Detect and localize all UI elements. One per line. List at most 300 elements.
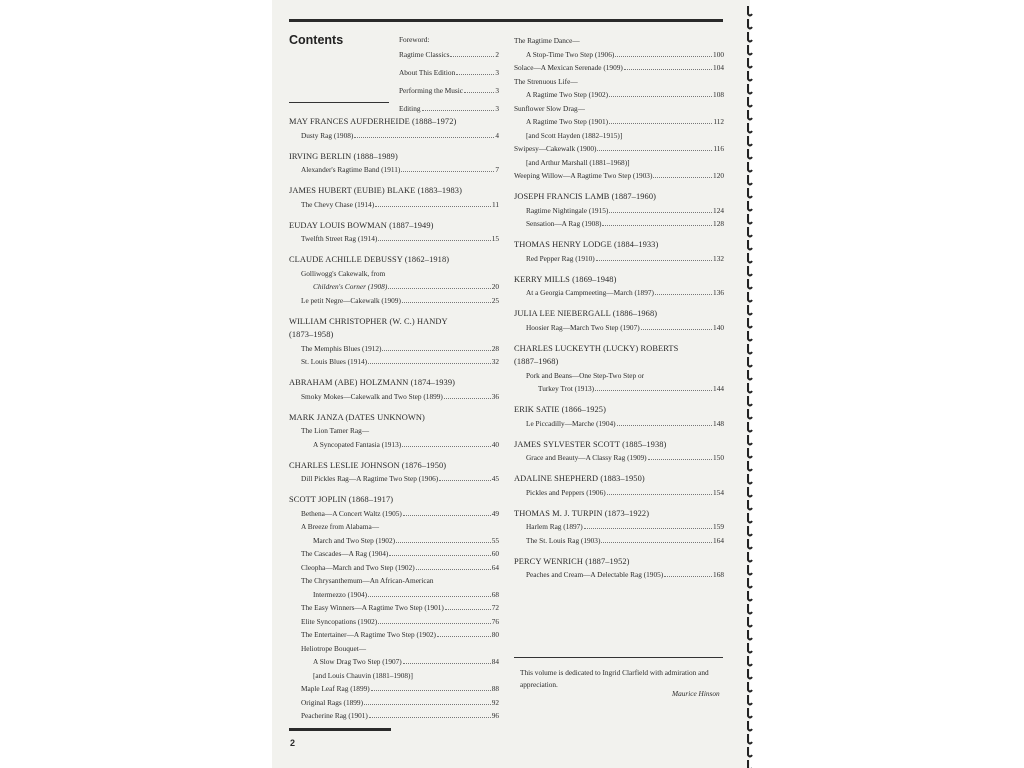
- spiral-loop: [748, 409, 752, 419]
- leader-dots: [655, 294, 712, 295]
- toc-entry: [289, 198, 499, 212]
- toc-entry: [514, 252, 724, 266]
- entry-page: 11: [491, 199, 499, 209]
- spiral-loop: [748, 630, 752, 640]
- dedication-text: This volume is dedicated to Ingrid Clarfield with admiration and appreciation.: [520, 668, 709, 689]
- spiral-loop: [748, 617, 752, 627]
- spiral-loop: [748, 214, 752, 224]
- entry-page: 3: [495, 86, 499, 95]
- composer-name: IRVING BERLIN (1888–1989): [289, 151, 398, 161]
- spiral-loop: [748, 6, 752, 16]
- entry-page: 60: [491, 549, 499, 558]
- entry-page: 84: [491, 657, 499, 666]
- entry-title: About This Edition: [399, 68, 456, 77]
- spiral-loop: [748, 32, 752, 42]
- toc-entry: [289, 472, 499, 486]
- toc-entry: [514, 486, 724, 500]
- entry-title: Dill Pickles Rag—A Ragtime Two Step (1906): [301, 474, 439, 483]
- entry-page: 132: [713, 253, 724, 263]
- leader-dots: [664, 576, 712, 577]
- leader-dots: [641, 329, 712, 330]
- entry-page: 164: [713, 535, 724, 545]
- entry-page: 55: [491, 535, 499, 545]
- leader-dots: [601, 542, 712, 543]
- leader-dots: [364, 704, 491, 705]
- entry-title: Sensation—A Rag (1908): [526, 219, 602, 228]
- entry-title: A Ragtime Two Step (1902): [526, 90, 609, 99]
- entry-title: Ragtime Classics: [399, 50, 450, 59]
- leader-dots: [597, 150, 712, 151]
- entry-title: The Cascades—A Rag (1904): [301, 549, 389, 558]
- composer-section: [289, 184, 499, 211]
- page-title: Contents: [289, 33, 344, 47]
- entry-title: At a Georgia Campmeeting—March (1897): [526, 288, 654, 297]
- toc-entry: [289, 655, 499, 669]
- toc-entry: Golliwogg's Cakewalk, from: [301, 268, 386, 278]
- spiral-loop: [748, 136, 752, 146]
- leader-dots: [371, 690, 491, 691]
- entry-page: 64: [491, 562, 499, 572]
- entry-page: 168: [713, 570, 724, 579]
- spiral-loop: [748, 461, 752, 471]
- spiral-loop: [748, 591, 752, 601]
- composer-section: [289, 376, 499, 403]
- spiral-loop: [748, 695, 752, 705]
- leader-dots: [403, 663, 491, 664]
- spiral-loop: [748, 266, 752, 276]
- toc-entry: [399, 64, 499, 82]
- dedication-divider: [514, 657, 723, 658]
- composer-section: [289, 411, 499, 452]
- leader-dots: [389, 555, 490, 556]
- toc-entry: A Breeze from Alabama—: [301, 522, 380, 531]
- leader-dots: [596, 260, 712, 261]
- entry-page: 88: [491, 684, 499, 693]
- composer-section: [289, 150, 499, 177]
- contents-left-column: [289, 115, 499, 730]
- leader-dots: [609, 212, 712, 213]
- composer-name: JAMES SYLVESTER SCOTT (1885–1938): [514, 439, 667, 449]
- spiral-loop: [748, 97, 752, 107]
- entry-page: 25: [491, 295, 499, 305]
- leader-dots: [444, 398, 491, 399]
- toc-entry: [289, 163, 499, 177]
- entry-title: The St. Louis Rag (1903): [526, 535, 601, 545]
- spiral-loop: [748, 58, 752, 68]
- toc-entry: [514, 61, 724, 75]
- toc-entry: [289, 615, 499, 629]
- composer-section: [289, 315, 499, 369]
- spiral-loop: [748, 305, 752, 315]
- toc-entry: [514, 169, 724, 183]
- spiral-loop: [748, 604, 752, 614]
- leader-dots: [450, 56, 494, 57]
- entry-page: 28: [491, 343, 499, 353]
- toc-entry: [514, 382, 724, 396]
- entry-title: March and Two Step (1902): [313, 535, 396, 545]
- spiral-loop: [748, 734, 752, 744]
- composer-section: [514, 190, 724, 231]
- toc-entry: [514, 88, 724, 102]
- composer-name: JULIA LEE NIEBERGALL (1886–1968): [514, 309, 658, 318]
- composer-section: [514, 238, 724, 265]
- toc-entry: Sunflower Slow Drag—: [514, 103, 585, 113]
- leader-dots: [388, 288, 490, 289]
- entry-page: 150: [713, 453, 724, 462]
- leader-dots: [416, 569, 491, 570]
- dedication-signature: Maurice Hinson: [672, 689, 720, 698]
- entry-title: A Stop-Time Two Step (1906): [526, 49, 615, 59]
- toc-entry: [289, 438, 499, 452]
- entry-title: A Ragtime Two Step (1901): [526, 117, 609, 126]
- composer-section: [289, 253, 499, 307]
- toc-entry: [289, 709, 499, 723]
- spiral-loop: [748, 578, 752, 588]
- spiral-loop: [748, 708, 752, 718]
- composer-name: EUDAY LOUIS BOWMAN (1887–1949): [289, 220, 434, 230]
- foreword-heading: Foreword:: [399, 35, 430, 44]
- entry-title: Solace—A Mexican Serenade (1909): [514, 63, 623, 72]
- entry-page: 140: [713, 322, 724, 332]
- toc-entry: [289, 390, 499, 404]
- spiral-loop: [748, 383, 752, 393]
- composer-section: [514, 438, 724, 465]
- entry-title: Intermezzo (1904): [313, 589, 368, 599]
- leader-dots: [378, 240, 490, 241]
- spiral-loop: [748, 227, 752, 237]
- page-number: 2: [290, 738, 296, 748]
- toc-entry: [289, 628, 499, 642]
- spiral-loop: [748, 747, 752, 757]
- toc-entry: [289, 682, 499, 696]
- entry-title: Cleopha—March and Two Step (1902): [301, 562, 415, 572]
- composer-name: ADALINE SHEPHERD (1883–1950): [514, 474, 645, 483]
- toc-entry: [289, 342, 499, 356]
- composer-name: CHARLES LUCKEYTH (LUCKY) ROBERTS: [514, 343, 679, 353]
- entry-page: 40: [491, 439, 499, 449]
- entry-title: Peaches and Cream—A Delectable Rag (1905): [526, 570, 664, 579]
- spiral-loop: [748, 357, 752, 367]
- entry-page: 124: [713, 205, 724, 215]
- entry-page: 3: [495, 68, 499, 77]
- composer-section: [289, 459, 499, 486]
- leader-dots: [369, 717, 491, 718]
- toc-entry: The Chrysanthemum—An African-American: [301, 576, 434, 585]
- toc-entry: [and Louis Chauvin (1881–1908)]: [313, 670, 413, 680]
- spiral-loop: [748, 45, 752, 55]
- toc-entry: [289, 547, 499, 561]
- entry-title: Le petit Negre—Cakewalk (1909): [301, 295, 401, 305]
- leader-dots: [607, 494, 712, 495]
- leader-dots: [439, 480, 491, 481]
- leader-dots: [368, 596, 491, 597]
- leader-dots: [615, 56, 712, 57]
- leader-dots: [354, 137, 494, 138]
- spiral-loop: [748, 643, 752, 653]
- spiral-loop: [748, 552, 752, 562]
- leader-dots: [375, 206, 491, 207]
- entry-title: A Slow Drag Two Step (1907): [313, 657, 402, 666]
- entry-page: 104: [713, 63, 724, 72]
- toc-entry: [289, 280, 499, 294]
- entry-title: Performing the Music: [399, 86, 464, 95]
- composer-name: ABRAHAM (ABE) HOLZMANN (1874–1939): [289, 378, 456, 387]
- entry-page: 32: [491, 357, 499, 366]
- leader-dots: [464, 92, 494, 93]
- entry-title: Hoosier Rag—March Two Step (1907): [526, 322, 640, 332]
- composer-section: [289, 115, 499, 142]
- spiral-loop: [748, 565, 752, 575]
- spiral-loop: [748, 331, 752, 341]
- leader-dots: [422, 110, 495, 111]
- toc-entry: [514, 321, 724, 335]
- spiral-loop: [748, 526, 752, 536]
- entry-title: Red Pepper Rag (1910): [526, 253, 595, 263]
- composer-name: KERRY MILLS (1869–1948): [514, 274, 617, 284]
- toc-entry: [289, 696, 499, 710]
- leader-dots: [402, 302, 491, 303]
- toc-entry: [514, 451, 724, 465]
- composer-name: PERCY WENRICH (1887–1952): [514, 556, 630, 566]
- spiral-loop: [748, 201, 752, 211]
- spiral-loop: [748, 279, 752, 289]
- spiral-loop: [748, 487, 752, 497]
- spiral-loop: [748, 760, 752, 768]
- entry-title: The Entertainer—A Ragtime Two Step (1902): [301, 630, 436, 639]
- foreword-divider: [289, 102, 389, 103]
- entry-page: 49: [491, 508, 499, 518]
- toc-entry: [289, 588, 499, 602]
- composer-name: THOMAS M. J. TURPIN (1873–1922): [514, 508, 650, 518]
- entry-title: Twelfth Street Rag (1914): [301, 234, 378, 243]
- entry-title: Children's Corner (1908): [313, 282, 388, 291]
- spiral-loop: [748, 656, 752, 666]
- spiral-loop: [748, 435, 752, 445]
- entry-page: 15: [491, 234, 499, 243]
- toc-entry: Heliotrope Bouquet—: [301, 643, 367, 653]
- toc-entry: [514, 417, 724, 431]
- leader-dots: [368, 363, 491, 364]
- entry-title: Maple Leaf Rag (1899): [301, 684, 370, 693]
- footer-rule: [289, 728, 391, 731]
- entry-page: 36: [491, 391, 499, 401]
- entry-page: 3: [495, 104, 499, 113]
- entry-page: 68: [491, 589, 499, 599]
- entry-title: A Syncopated Fantasia (1913): [313, 439, 402, 449]
- leader-dots: [382, 350, 490, 351]
- entry-title: Le Piccadilly—Marche (1904): [526, 418, 616, 428]
- toc-entry: [399, 46, 499, 64]
- foreword-list: [399, 34, 499, 118]
- composer-name: ERIK SATIE (1866–1925): [514, 405, 606, 414]
- toc-entry: The Ragtime Dance—: [514, 36, 580, 45]
- toc-entry: [and Scott Hayden (1882–1915)]: [526, 130, 623, 140]
- entry-page: 20: [491, 282, 499, 291]
- composer-name: CHARLES LESLIE JOHNSON (1876–1950): [289, 460, 447, 470]
- spiral-loop: [748, 253, 752, 263]
- spiral-loop: [748, 396, 752, 406]
- toc-entry: The Lion Tamer Rag—: [301, 426, 370, 435]
- entry-title: Dusty Rag (1908): [301, 130, 354, 140]
- entry-page: 159: [713, 522, 724, 531]
- composer-section: [514, 555, 724, 582]
- composer-name: JAMES HUBERT (EUBIE) BLAKE (1883–1983): [289, 186, 462, 195]
- toc-entry: [514, 217, 724, 231]
- spiral-loop: [748, 123, 752, 133]
- toc-entry: [514, 568, 724, 582]
- entry-page: 120: [713, 171, 724, 180]
- toc-entry: [289, 129, 499, 143]
- toc-entry: [399, 82, 499, 100]
- spiral-loop: [748, 539, 752, 549]
- entry-title: Peacherine Rag (1901): [301, 711, 368, 720]
- spiral-loop: [748, 240, 752, 250]
- composer-name: WILLIAM CHRISTOPHER (W. C.) HANDY: [289, 316, 448, 326]
- toc-entry: The Strenuous Life—: [514, 76, 578, 86]
- toc-entry: Pork and Beans—One Step-Two Step or: [526, 370, 645, 380]
- leader-dots: [396, 542, 491, 543]
- spiral-loop: [748, 175, 752, 185]
- composer-name: JOSEPH FRANCIS LAMB (1887–1960): [514, 192, 657, 201]
- toc-entry: [514, 115, 724, 129]
- leader-dots: [653, 177, 712, 178]
- top-rule: [289, 19, 723, 22]
- spiral-binding-icon: [738, 0, 768, 768]
- entry-title: The Memphis Blues (1912): [301, 343, 382, 353]
- entry-page: 92: [491, 697, 499, 707]
- composer-name: SCOTT JOPLIN (1868–1917): [289, 495, 394, 504]
- entry-title: Alexander's Ragtime Band (1911): [301, 165, 401, 174]
- leader-dots: [602, 225, 712, 226]
- leader-dots: [617, 425, 712, 426]
- spiral-loop: [748, 318, 752, 328]
- entry-title: Smoky Mokes—Cakewalk and Two Step (1899): [301, 391, 443, 401]
- entry-page: 80: [491, 630, 499, 639]
- composer-section: [289, 493, 499, 723]
- entry-title: The Chevy Chase (1914): [301, 199, 375, 209]
- entry-page: 154: [713, 487, 724, 497]
- toc-entry: [514, 142, 724, 156]
- entry-title: Pickles and Peppers (1906): [526, 487, 606, 497]
- spiral-loop: [748, 162, 752, 172]
- spiral-loop: [748, 448, 752, 458]
- toc-entry: [289, 232, 499, 246]
- entry-title: Grace and Beauty—A Classy Rag (1909): [526, 453, 647, 462]
- entry-title: The Easy Winners—A Ragtime Two Step (1901): [301, 603, 444, 612]
- entry-title: Original Rags (1899): [301, 697, 364, 707]
- leader-dots: [584, 528, 712, 529]
- entry-page: 96: [491, 711, 499, 720]
- spiral-loop: [748, 370, 752, 380]
- toc-entry: [514, 520, 724, 534]
- leader-dots: [445, 609, 491, 610]
- entry-title: Harlem Rag (1897): [526, 522, 583, 531]
- entry-page: 45: [491, 474, 499, 483]
- leader-dots: [609, 96, 712, 97]
- composer-dates: (1887–1968): [514, 357, 559, 366]
- spiral-loop: [748, 669, 752, 679]
- composer-name: MAY FRANCES AUFDERHEIDE (1888–1972): [289, 117, 457, 126]
- entry-title: Bethena—A Concert Waltz (1905): [301, 508, 402, 518]
- spiral-loop: [748, 474, 752, 484]
- entry-page: 136: [713, 288, 724, 297]
- leader-dots: [437, 636, 491, 637]
- entry-page: 108: [713, 90, 724, 99]
- toc-entry: [289, 507, 499, 521]
- spiral-loop: [748, 292, 752, 302]
- composer-section: [514, 403, 724, 430]
- entry-page: 2: [495, 50, 499, 59]
- leader-dots: [595, 390, 712, 391]
- leader-dots: [378, 623, 491, 624]
- entry-title: Editing: [399, 104, 421, 113]
- spiral-loop: [748, 500, 752, 510]
- entry-title: St. Louis Blues (1914): [301, 357, 368, 366]
- toc-entry: [289, 534, 499, 548]
- spiral-loop: [748, 84, 752, 94]
- composer-section: [514, 307, 724, 334]
- entry-page: 4: [495, 130, 499, 140]
- composer-section: [514, 34, 724, 183]
- leader-dots: [403, 515, 491, 516]
- composer-dates: (1873–1958): [289, 330, 334, 339]
- toc-entry: [514, 534, 724, 548]
- leader-dots: [624, 69, 712, 70]
- spiral-loop: [748, 188, 752, 198]
- spiral-loop: [748, 71, 752, 81]
- toc-entry: [289, 561, 499, 575]
- toc-entry: [289, 355, 499, 369]
- composer-name: CLAUDE ACHILLE DEBUSSY (1862–1918): [289, 255, 450, 264]
- entry-page: 112: [713, 117, 724, 126]
- leader-dots: [402, 446, 491, 447]
- entry-page: 128: [713, 219, 724, 228]
- entry-page: 116: [713, 144, 724, 153]
- toc-entry: [514, 48, 724, 62]
- entry-title: Turkey Trot (1913): [538, 384, 595, 393]
- composer-section: [514, 273, 724, 300]
- entry-page: 148: [713, 418, 724, 428]
- spiral-loop: [748, 422, 752, 432]
- entry-title: Swipesy—Cakewalk (1900): [514, 144, 597, 153]
- toc-entry: [and Arthur Marshall (1881–1968)]: [526, 157, 630, 167]
- toc-entry: [289, 294, 499, 308]
- composer-name: THOMAS HENRY LODGE (1884–1933): [514, 240, 659, 249]
- entry-page: 144: [713, 384, 724, 393]
- toc-entry: [514, 204, 724, 218]
- leader-dots: [456, 74, 494, 75]
- composer-section: [514, 507, 724, 548]
- entry-page: 72: [491, 603, 499, 612]
- leader-dots: [401, 171, 494, 172]
- leader-dots: [648, 459, 712, 460]
- entry-title: Ragtime Nightingale (1915): [526, 205, 609, 215]
- spiral-loop: [748, 721, 752, 731]
- composer-name: MARK JANZA (DATES UNKNOWN): [289, 412, 425, 422]
- composer-section: [514, 342, 724, 396]
- toc-entry: [289, 601, 499, 615]
- contents-right-column: [514, 34, 724, 589]
- entry-title: Elite Syncopations (1902): [301, 616, 378, 626]
- spiral-loop: [748, 149, 752, 159]
- toc-entry: [514, 286, 724, 300]
- composer-section: [514, 472, 724, 499]
- composer-section: [289, 219, 499, 246]
- spiral-loop: [748, 344, 752, 354]
- entry-page: 100: [713, 49, 724, 59]
- leader-dots: [609, 123, 712, 124]
- entry-page: 76: [491, 616, 499, 626]
